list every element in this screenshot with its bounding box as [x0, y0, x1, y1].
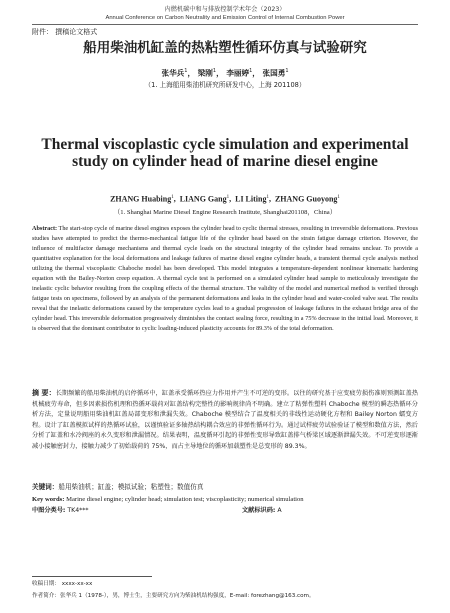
- author-cn: 梁刚: [197, 68, 213, 78]
- author-affil-sup: 1: [266, 195, 269, 200]
- classification-number: [32, 507, 88, 515]
- author-affil-sup: 1: [171, 195, 174, 200]
- keywords-cn: [32, 483, 418, 492]
- authors-cn: 张华兵$^1$， 梁刚$^1$， 李丽婷$^1$， 张国勇$^1$: [161, 68, 289, 78]
- classification-label: 中图分类号:: [32, 507, 66, 514]
- header-rule: [32, 24, 418, 25]
- doc-code-value: A: [277, 507, 282, 514]
- conference-name-en: Annual Conference on Carbon Neutrality and Emission Control of Internal Combustion Power: [105, 15, 345, 21]
- abstract-cn-label: 摘 要：: [32, 389, 56, 397]
- attachment-label: 附件： 撰稿论文格式: [32, 28, 98, 36]
- abstract-cn: [32, 388, 418, 453]
- footnote-rule: [32, 576, 152, 577]
- abstract-en-label: Abstract:: [32, 225, 58, 232]
- keywords-cn-text: 船用柴油机；缸盖；模拟试验；粘塑性；数值仿真: [58, 483, 204, 491]
- author-affil-sup: 1: [285, 68, 289, 74]
- footnote-received: 收稿日期： xxxx-xx-xx: [32, 581, 93, 587]
- author-cn: 李丽婷: [226, 68, 250, 78]
- keywords-en: [32, 495, 418, 504]
- doc-code-label: 文献标识码:: [242, 507, 276, 514]
- title-cn: 船用柴油机缸盖的热粘塑性循环仿真与试验研究: [83, 40, 367, 56]
- authors-en: ZHANG Huabing$^1$, LIANG Gang$^1$, LI Liting$^1$, ZHANG Guoyong$^1$: [110, 194, 340, 204]
- affiliation-en: （1. Shanghai Marine Diesel Engine Research Institute, Shanghai201108，China）: [113, 209, 337, 216]
- conference-name-cn: 内燃机碳中和与排放控制学术年会（2023）: [164, 6, 286, 13]
- author-en: ZHANG Huabing: [110, 194, 172, 204]
- affiliation-cn: （1. 上海船用柴油机研究所研发中心，上海 201108）: [144, 81, 306, 89]
- conference-header: [0, 6, 450, 22]
- abstract-cn-text: 长期频繁的船用柴油机的启停循环中，缸盖承受循环热应力作用并产生不可逆的变形。以往的研究基于应变疲劳损伤准则预测缸盖热机械疲劳寿命，但多因素损伤机理和热循环载荷对缸盖结构完整性的影响规律尚不明确。建立了粘弹性塑料 Chaboche 模型的瞬态热循环分析方法，定量说明船用柴油机缸盖局部变形和泄漏失效。Chaboche 模型结合了温度相关的非线性运动硬化方程和 Bailey Norton 蠕变方程。设计了缸盖模拟试样的热循环试验，以谨慎验证多轴热结构耦合效应的非弹性循环行为。通过试样疲劳试验验证了模型和数值方法，然后分析了缸盖和水冷阀座的永久变形和泄漏情况。结果表明，温度循环引起的非弹性变形导致缸盖排气桥梁区域逐渐泄漏失效。不可逆变形逐渐减小接触密封力，接触力减少了初始载荷的 75%，而占主导地位的循环加载塑性是总变形的 89.3%。: [32, 390, 419, 450]
- keywords-en-label: Key words:: [32, 496, 65, 503]
- author-affil-sup: 1: [226, 195, 230, 200]
- author-affil-sup: 1: [249, 68, 253, 74]
- author-en: LIANG Gang: [179, 194, 227, 204]
- author-affil-sup: 1: [184, 68, 188, 74]
- author-en: LI Liting: [235, 194, 267, 204]
- abstract-en-text: The start-stop cycle of marine diesel engines exposes the cylinder head to cyclic thermal stresses, resulting in irreversible deformations. Previous studies have attempted to predict the thermo-mechanical fatigue life of the cylinder head based on the strain fatigue damage criterion. However, the influence of multifactor damage mechanisms and thermal cycle loads on the structural integrity of the cylinder head remains unclear. To provide a quantitative explanation for the local deformations and leakage failures of marine diesel engine cylinder heads, a transient thermal cycle analysis method utilizing the thermal viscoplastic Chaboche model has been developed. This model integrates a temperature-dependent nonlinear kinematic hardening equation with the Bailey-Norton creep equation. A thermal cycle test is performed on a simulated cylinder head sample to meticulously investigate the inelastic cyclic behavior resulting from the coupling effects of the thermal structure. The validity of the model and numerical method is verified through fatigue tests on specimens, followed by an analysis of the permanent deformations and leaks in the cylinder head and water-cooled valve seat. The results reveal that the inelastic deformations caused by the temperature cycles lead to a gradual progression of leakage failures in the exhaust bridge area of the cylinder head. This irreversible deformation progressively diminishes the contact sealing force, resulting in a 75% decrease in the initial load. Moreover, it is observed that the dominant contributor to cyclic loading-induced plasticity accounts for 89.3% of the total deformation.: [32, 225, 419, 333]
- author-cn: 张国勇: [262, 68, 286, 78]
- author-affil-sup: 1: [337, 195, 340, 200]
- author-affil-sup: 1: [212, 68, 217, 74]
- keywords-cn-label: 关键词：: [32, 483, 59, 491]
- keywords-en-text: Marine diesel engine; cylinder head; simulation test; viscoplasticity; numerical simulation: [66, 496, 304, 503]
- classification-value: TK4***: [67, 507, 89, 514]
- author-cn: 张华兵: [161, 68, 185, 78]
- abstract-en: [32, 224, 418, 335]
- title-en: Thermal viscoplastic cycle simulation and experimental study on cylinder head of marine diesel engine: [41, 136, 409, 171]
- document-code: [242, 507, 282, 515]
- author-en: ZHANG Guoyong: [274, 194, 338, 204]
- footnote-author: 作者简介：张华兵 1（1978-），男，博士生，主要研究方向为柴油机结构强度，E-mail: forezhang@163.com。: [32, 593, 315, 599]
